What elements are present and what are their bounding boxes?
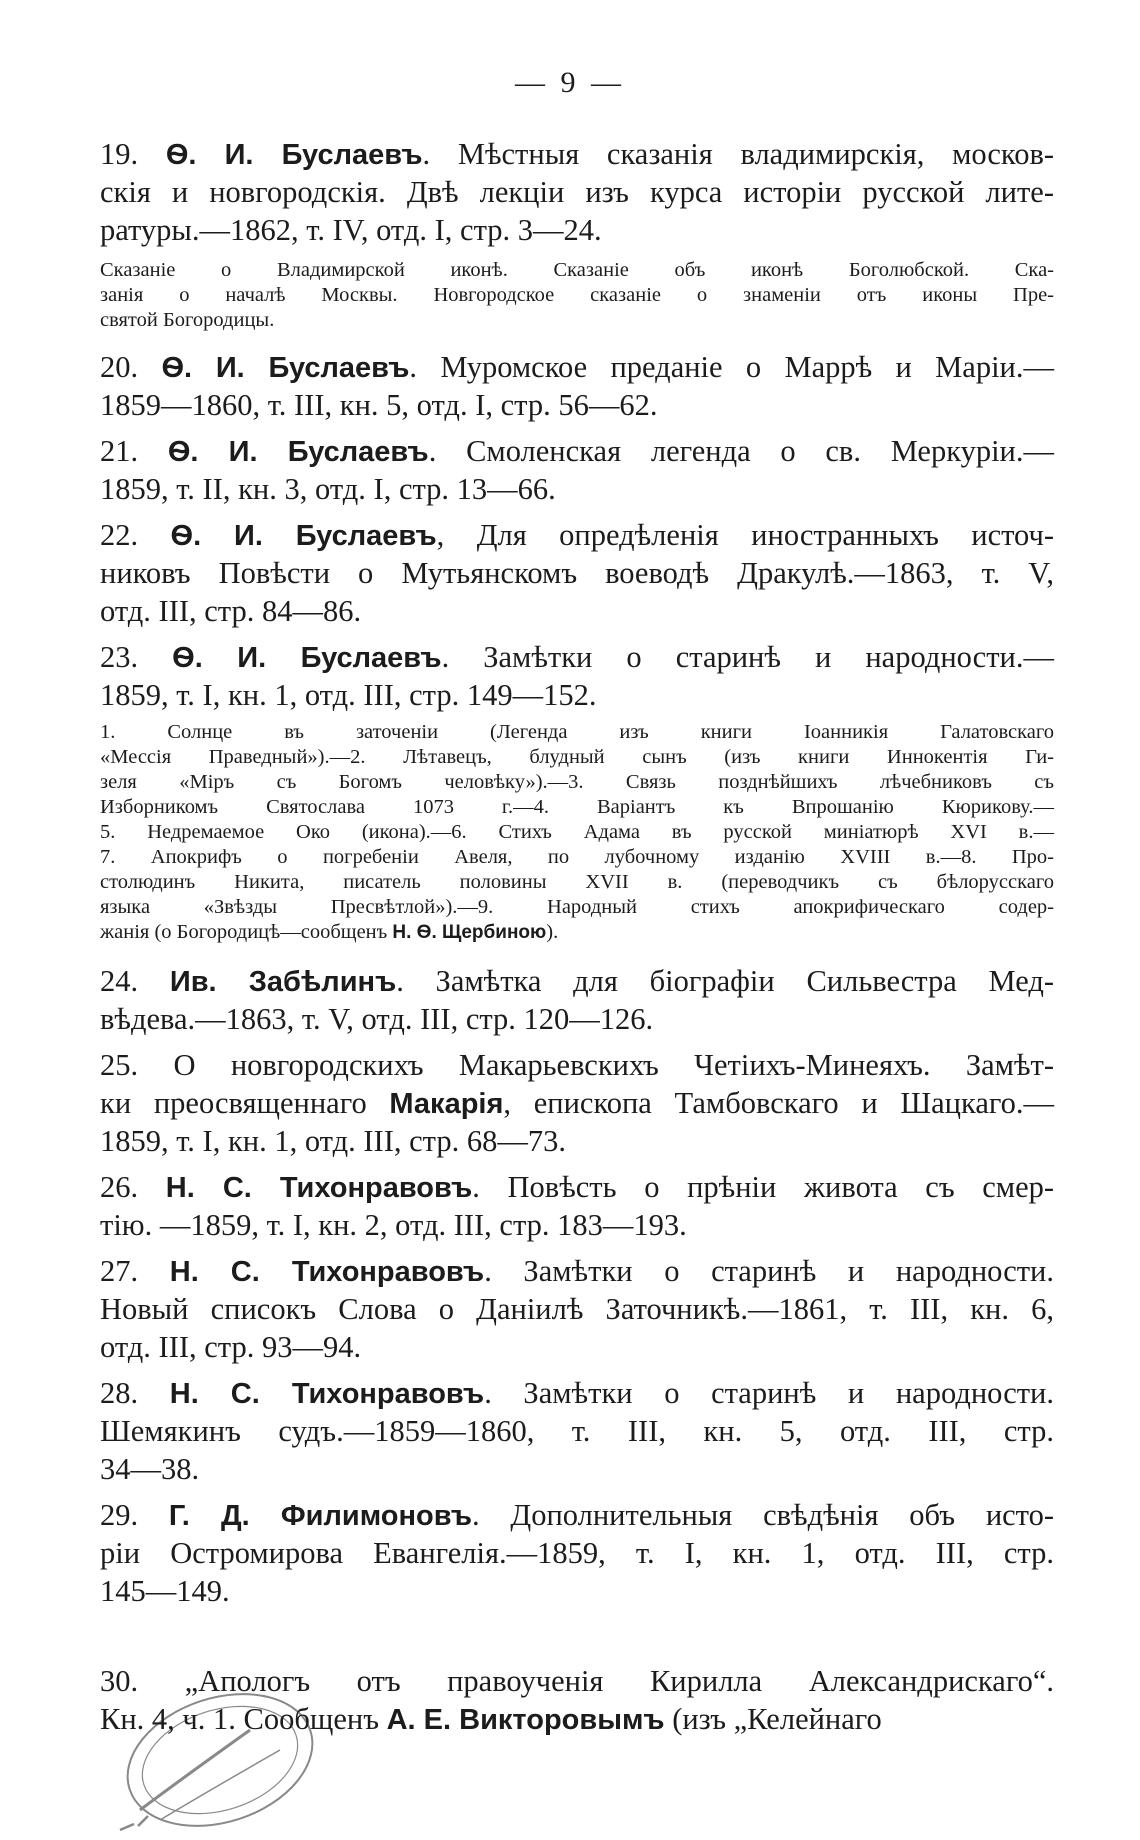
entry-note-line: Изборникомъ Святослава 1073 г.—4. Варіантъ къ Впрошанію Кюрикову.— — [100, 796, 1054, 818]
entry-text: 1859, т. I, кн. 1, отд. III, стр. 68—73. — [100, 1124, 566, 1158]
entry-line — [100, 516, 1054, 555]
author-name: Н. С. Тихонравовъ — [165, 1172, 473, 1204]
author-name: Ѳ. И. Буслаевъ — [167, 436, 429, 468]
author-name: Н. С. Тихонравовъ — [169, 1256, 485, 1288]
entry-note-line: 1. Солнце въ заточеніи (Легенда изъ книги Іоанникія Галатовскаго — [100, 721, 1054, 743]
entry-note-line: 7. Апокрифъ о погребеніи Авеля, по лубочному изданію XVIII в.—8. Про- — [100, 846, 1054, 868]
entry-text: . Замѣтка для біографіи Сильвестра Мед- — [396, 964, 1055, 998]
entry-line — [100, 1168, 1054, 1207]
entry-note-line: святой Богородицы. — [100, 309, 275, 331]
entry-text: отд. III, стр. 93—94. — [100, 1330, 362, 1364]
entry-text: . Повѣсть о прѣніи живота съ смер- — [472, 1170, 1055, 1204]
entry-line — [100, 1122, 1054, 1160]
entry-line — [100, 1252, 1054, 1291]
entry-note-line: столюдинъ Никита, писатель половины XVII в. (переводчикъ съ бѣлорусскаго — [100, 871, 1054, 893]
entry-line — [100, 1328, 1054, 1366]
entry-number: 26. — [100, 1170, 166, 1204]
author-name: Ѳ. И. Буслаевъ — [172, 642, 442, 674]
entry-text: . Мѣстныя сказанія владимирскія, москов- — [422, 137, 1055, 171]
entry-note-line: Сказаніе о Владимирской иконѣ. Сказаніе объ иконѣ Боголюбской. Ска- — [100, 259, 1054, 281]
entry-text: тію. —1859, т. I, кн. 2, отд. III, стр. 183—193. — [100, 1208, 687, 1242]
entry-text: ріи Остромирова Евангелія.—1859, т. I, кн. 1, отд. III, стр. — [100, 1536, 1054, 1570]
entry-number: 29. — [100, 1498, 169, 1532]
entry-number: 24. — [100, 964, 170, 998]
entry-line — [100, 1572, 1054, 1610]
entry-line — [100, 962, 1054, 1001]
author-name: Г. Д. Филимоновъ — [168, 1500, 472, 1532]
entry-text: . Замѣтки о старинѣ и народности.— — [441, 640, 1054, 674]
page-number: — 9 — — [515, 66, 625, 99]
author-name: Ив. Забѣлинъ — [169, 966, 397, 998]
entry-line — [100, 470, 1054, 508]
entry-text: Кн. 4, ч. 1. Сообщенъ — [100, 1702, 387, 1736]
entry-text: скія и новгородскія. Двѣ лекціи изъ курса исторіи русской лите- — [100, 175, 1054, 209]
entry-text: . Муромское преданіе о Маррѣ и Маріи.— — [409, 350, 1054, 384]
entry-note-line — [100, 920, 1054, 945]
entry-note-line: языка «Звѣзды Пресвѣтлой»).—9. Народный стихъ апокрифическаго содер- — [100, 896, 1054, 918]
entry-line — [100, 1206, 1054, 1244]
entry-note-line: «Мессія Праведный»).—2. Лѣтавецъ, блудный сынъ (изъ книги Иннокентія Ги- — [100, 746, 1054, 768]
entry-note-line: занія о началѣ Москвы. Новгородское сказаніе о знаменіи отъ иконы Пре- — [100, 284, 1054, 306]
entry-line — [100, 676, 1054, 714]
entry-line — [100, 1496, 1054, 1535]
entry-number: 22. — [100, 518, 171, 552]
entry-text: (изъ „Келейнаго — [664, 1702, 882, 1736]
entry-line — [100, 1046, 1054, 1084]
entry-number: 20. — [100, 350, 162, 384]
entry-line — [100, 1534, 1054, 1572]
entry-number: 23. — [100, 640, 173, 674]
entry-line — [100, 432, 1054, 471]
entry-note-line: зеля «Міръ съ Богомъ человѣку»).—3. Связь позднѣйшихъ лѣчебниковъ съ — [100, 771, 1054, 793]
entry-text: . Замѣтки о старинѣ и народности. — [484, 1376, 1055, 1410]
entry-text: 34—38. — [100, 1452, 200, 1486]
author-name: Ѳ. И. Буслаевъ — [170, 520, 437, 552]
entry-line — [100, 1412, 1054, 1450]
entry-text: Шемякинъ судъ.—1859—1860, т. III, кн. 5, отд. III, стр. — [100, 1414, 1054, 1448]
author-name: Ѳ. И. Буслаевъ — [161, 352, 410, 384]
entry-number: 19. — [100, 137, 166, 171]
entry-line — [100, 135, 1054, 174]
entry-text: отд. III, стр. 84—86. — [100, 594, 362, 628]
entry-text: 1859, т. I, кн. 1, отд. III, стр. 149—152. — [100, 678, 597, 712]
entry-text: . Смоленская легенда о св. Меркуріи.— — [428, 434, 1054, 468]
entry-line — [100, 592, 1054, 630]
entry-line — [100, 1450, 1054, 1488]
entry-line — [100, 1084, 1054, 1123]
entry-number: 27. — [100, 1254, 170, 1288]
entry-line — [100, 386, 1054, 424]
entry-line — [100, 1374, 1054, 1413]
author-name: Ѳ. И. Буслаевъ — [165, 139, 423, 171]
entry-text: 1859—1860, т. III, кн. 5, отд. I, стр. 56—62. — [100, 388, 658, 422]
entry-note-line: 5. Недремаемое Око (икона).—6. Стихъ Адама въ русской миніатюрѣ XVI в.— — [100, 821, 1054, 843]
entry-text: 25. О новгородскихъ Макарьевскихъ Четіихъ-Минеяхъ. Замѣт- — [100, 1048, 1054, 1082]
author-name: А. Е. Викторовымъ — [386, 1704, 665, 1736]
entry-text: никовъ Повѣсти о Мутьянскомъ воеводѣ Дракулѣ.—1863, т. V, — [100, 556, 1054, 590]
entry-text: Новый списокъ Слова о Даніилѣ Заточникѣ.—1861, т. III, кн. 6, — [100, 1292, 1054, 1326]
entry-text: . Дополнительныя свѣдѣнія объ исто- — [472, 1498, 1055, 1532]
author-name: Н. Ѳ. Щербиною — [392, 922, 547, 943]
entry-number: 21. — [100, 434, 168, 468]
entry-text: , Для опредѣленія иностранныхъ источ- — [436, 518, 1054, 552]
entry-text: . Замѣтки о старинѣ и народности. — [484, 1254, 1055, 1288]
entry-text: ратуры.—1862, т. IV, отд. I, стр. 3—24. — [100, 213, 602, 247]
entry-text: 1859, т. II, кн. 3, отд. I, стр. 13—66. — [100, 472, 556, 506]
entry-text: 30. „Апологъ отъ правоученія Кирилла Александрискаго“. — [100, 1664, 1054, 1698]
library-stamp — [100, 1690, 330, 1840]
entry-line — [100, 1000, 1054, 1038]
author-name: Н. С. Тихонравовъ — [169, 1378, 485, 1410]
entry-line — [100, 1290, 1054, 1328]
author-name: Макарія — [389, 1088, 504, 1120]
entry-text: ). — [546, 921, 559, 943]
entry-text: , епископа Тамбовскаго и Шацкаго.— — [503, 1086, 1055, 1120]
entry-text: ки преосвященнаго — [100, 1086, 390, 1120]
entry-line — [100, 348, 1054, 387]
entry-text: жанія (о Богородицѣ—сообщенъ — [100, 921, 393, 943]
entry-text: 145—149. — [100, 1574, 230, 1608]
entry-number: 28. — [100, 1376, 170, 1410]
entry-line — [100, 173, 1054, 211]
entry-line — [100, 554, 1054, 592]
entry-text: вѣдева.—1863, т. V, отд. III, стр. 120—126. — [100, 1002, 654, 1036]
entry-line — [100, 211, 1054, 249]
entry-line — [100, 638, 1054, 677]
